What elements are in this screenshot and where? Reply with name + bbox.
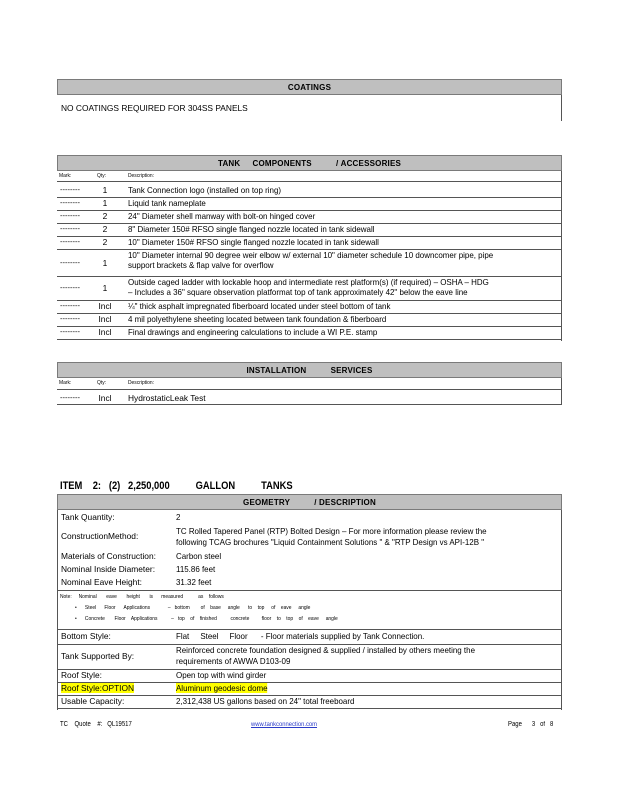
coatings-right-border: [561, 95, 562, 121]
geometry-value: following TCAG brochures "Liquid Containment Solutions " & "RTP Design vs API-12B ": [176, 537, 485, 547]
geometry-value: 2: [176, 512, 181, 522]
component-row-mark: --------: [60, 283, 80, 292]
installation-right-border: [561, 378, 562, 404]
component-row-qty: 2: [102, 237, 108, 247]
component-row-desc: – Includes a 36" square observation platformat top of tank approximately 42" below the eave line: [128, 287, 468, 297]
component-row-desc: Liquid tank nameplate: [128, 198, 206, 208]
geometry-value: Reinforced concrete foundation designed & supplied / installed by others meeting the: [176, 645, 475, 655]
component-row-qty: Incl: [98, 327, 112, 337]
component-row-desc: Outside caged ladder with lockable hoop and intermediate rest platform(s) (if required) – OSHA – HDG: [128, 277, 489, 287]
item-title: ITEM 2: (2) 2,250,000 GALLON TANKS: [60, 480, 293, 492]
geometry-value: 115.86 feet: [176, 564, 216, 574]
geometry-label: Nominal Inside Diameter:: [61, 564, 156, 574]
footer-quote: TC Quote #: QL19517: [60, 721, 132, 728]
component-row-qty: 1: [102, 198, 108, 208]
components-col-desc: Description:: [128, 173, 155, 179]
component-row-qty: 1: [102, 258, 108, 268]
geometry-value: 31.32 feet: [176, 577, 212, 587]
component-row-mark: --------: [60, 211, 80, 220]
geometry-value: requirements of AWWA D103-09: [176, 656, 291, 666]
component-row-mark: --------: [60, 237, 80, 246]
component-row-qty: 2: [102, 224, 108, 234]
component-row-desc: ¼" thick asphalt impregnated fiberboard located under steel bottom of tank: [128, 301, 391, 311]
geometry-value: Flat Steel Floor - Floor materials supplied by Tank Connection.: [176, 631, 425, 641]
geometry-note-line: Note: Nominal eave height is measured as follows: [60, 594, 224, 600]
geometry-label: Roof Style:OPTION: [61, 683, 135, 693]
component-row-qty: Incl: [98, 314, 112, 324]
component-row-qty: Incl: [98, 301, 112, 311]
divider: [57, 629, 562, 630]
installation-col-mark: Mark:: [59, 380, 72, 386]
installation-row-mark: --------: [60, 393, 80, 402]
footer-page-number: Page 3 of 8: [508, 721, 554, 728]
installation-header: INSTALLATION SERVICES: [57, 362, 562, 378]
installation-row-qty: Incl: [98, 393, 112, 403]
geometry-right-border: [561, 510, 562, 710]
geometry-note-line: • Steel Floor Applications – bottom of base angle to top of eave angle: [75, 605, 311, 611]
divider: [57, 389, 562, 390]
component-row-mark: --------: [60, 327, 80, 336]
divider: [57, 181, 562, 182]
divider: [57, 669, 562, 670]
geometry-label: Materials of Construction:: [61, 551, 156, 561]
installation-col-desc: Description:: [128, 380, 155, 386]
component-row-mark: --------: [60, 224, 80, 233]
component-row-qty: 1: [102, 283, 108, 293]
footer-url-link[interactable]: www.tankconnection.com: [251, 721, 318, 728]
component-row-desc: 8" Diameter 150# RFSO single flanged nozzle located in tank sidewall: [128, 224, 375, 234]
geometry-value: TC Rolled Tapered Panel (RTP) Bolted Design – For more information please review the: [176, 526, 487, 536]
components-col-mark: Mark:: [59, 173, 72, 179]
geometry-label: Bottom Style:: [61, 631, 111, 641]
geometry-value: 2,312,438 US gallons based on 24" total freeboard: [176, 696, 355, 706]
divider: [57, 708, 562, 709]
coatings-text: NO COATINGS REQUIRED FOR 304SS PANELS: [61, 103, 248, 113]
component-row-desc: 4 mil polyethylene sheeting located between tank foundation & fiberboard: [128, 314, 387, 324]
component-row-desc: Tank Connection logo (installed on top ring): [128, 185, 282, 195]
components-header: TANK COMPONENTS / ACCESSORIES: [57, 155, 562, 171]
component-row-desc: 10" Diameter 150# RFSO single flanged nozzle located in tank sidewall: [128, 237, 379, 247]
component-row-desc: 10" Diameter internal 90 degree weir elbow w/ external 10" diameter schedule 10 downcomer pipe, pipe: [128, 250, 494, 260]
components-col-qty: Qty:: [97, 173, 107, 179]
geometry-value: Open top with wind girder: [176, 670, 267, 680]
geometry-label: Nominal Eave Height:: [61, 577, 142, 587]
component-row-desc: support brackets & flap valve for overflow: [128, 260, 274, 270]
geometry-left-border: [57, 510, 58, 710]
installation-row-desc: HydrostaticLeak Test: [128, 393, 206, 403]
component-row-mark: --------: [60, 185, 80, 194]
divider: [57, 404, 562, 405]
geometry-label: Tank Supported By:: [61, 651, 135, 661]
component-row-desc: Final drawings and engineering calculations to include a WI P.E. stamp: [128, 327, 378, 337]
geometry-header: GEOMETRY / DESCRIPTION: [57, 494, 562, 510]
divider: [57, 590, 562, 591]
component-row-mark: --------: [60, 198, 80, 207]
installation-col-qty: Qty:: [97, 380, 107, 386]
geometry-note-line: • Concrete Floor Applications – top of finished concrete floor to top of eave angle: [75, 616, 338, 622]
geometry-value: Aluminum geodesic dome: [176, 683, 268, 693]
component-row-mark: --------: [60, 314, 80, 323]
component-row-qty: 2: [102, 211, 108, 221]
divider: [57, 339, 562, 340]
coatings-header: COATINGS: [57, 79, 562, 95]
component-row-desc: 24" Diameter shell manway with bolt-on hinged cover: [128, 211, 316, 221]
geometry-label: Roof Style:: [61, 670, 102, 680]
geometry-label: Tank Quantity:: [61, 512, 115, 522]
component-row-qty: 1: [102, 185, 108, 195]
component-row-mark: --------: [60, 301, 80, 310]
geometry-label: ConstructionMethod:: [61, 531, 139, 541]
component-row-mark: --------: [60, 258, 80, 267]
geometry-value: Carbon steel: [176, 551, 222, 561]
geometry-label: Usable Capacity:: [61, 696, 125, 706]
